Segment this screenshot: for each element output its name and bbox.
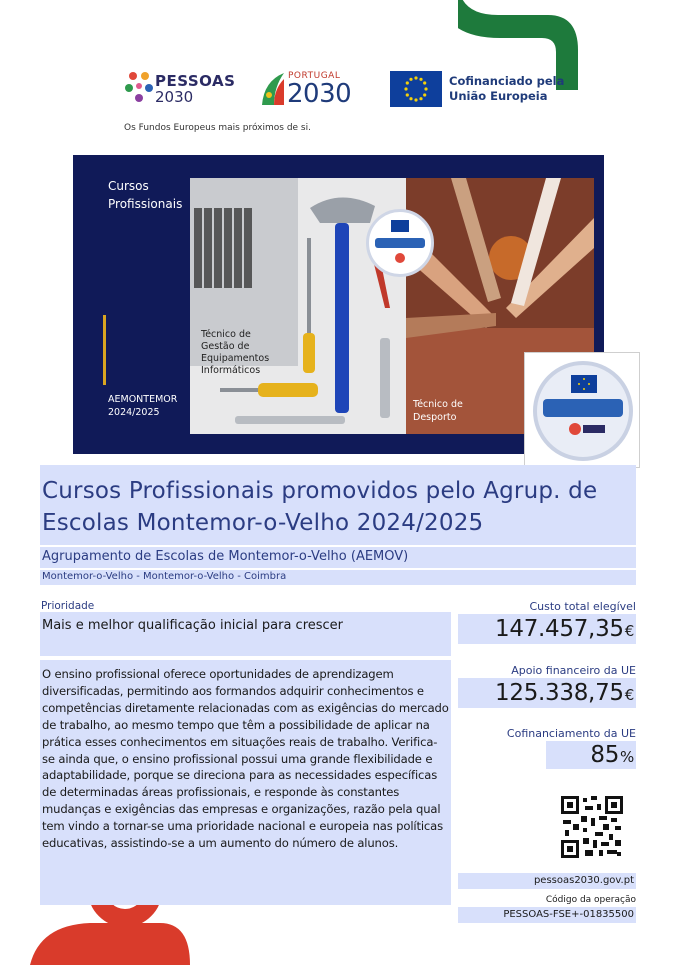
- organization-panel: [40, 547, 636, 568]
- organization-name: Agrupamento de Escolas de Montemor-o-Velho (AEMOV): [42, 549, 409, 564]
- banner-title-line2: Profissionais: [108, 197, 183, 211]
- total-cost-amount: 147.457,35: [495, 616, 624, 642]
- course2-line2: Desporto: [413, 412, 457, 423]
- eu-cofinancing-text: [449, 74, 564, 104]
- construction-badge-small: [366, 209, 434, 277]
- pessoas-logo-year: 2030: [155, 88, 194, 106]
- operation-code: PESSOAS-FSE+-01835500: [503, 909, 634, 920]
- tagline: Os Fundos Europeus mais próximos de si.: [124, 123, 311, 133]
- eu-support-panel: [458, 678, 636, 708]
- eu-support-amount: 125.338,75: [495, 680, 624, 706]
- project-title-line2: Escolas Montemor-o-Velho 2024/2025: [42, 510, 484, 536]
- course1-line3: Equipamentos: [201, 353, 270, 364]
- currency-symbol: €: [624, 622, 634, 640]
- course1-label: [201, 329, 269, 377]
- description-panel: [40, 660, 451, 905]
- course1-line4: Informáticos: [201, 365, 261, 376]
- construction-badge: [524, 352, 640, 468]
- total-cost-label: Custo total elegível: [529, 600, 636, 613]
- eu-line1: Cofinanciado pela: [449, 74, 565, 88]
- banner-title-line1: Cursos: [108, 179, 149, 193]
- cofinancing-panel: [546, 741, 636, 769]
- priority-label: Prioridade: [41, 600, 95, 612]
- qr-code-icon[interactable]: [561, 796, 623, 858]
- project-title-panel: [40, 465, 636, 545]
- portugal-logo-year: 2030: [287, 79, 352, 109]
- cofinancing-value: [590, 742, 634, 768]
- project-title: [42, 475, 597, 539]
- cofinancing-label: Cofinanciamento da UE: [506, 727, 636, 740]
- percent-symbol: %: [620, 748, 634, 766]
- pessoas-symbol-icon: [125, 70, 153, 104]
- course1-line1: Técnico de: [201, 329, 251, 340]
- portugal-symbol-icon: [260, 71, 286, 107]
- banner-school-year: 2024/2025: [108, 407, 160, 418]
- location-panel: [40, 570, 636, 585]
- course2-line1: Técnico de: [413, 399, 463, 410]
- banner-school: [108, 393, 177, 419]
- website-panel: [458, 873, 636, 889]
- eu-line2: União Europeia: [449, 89, 548, 103]
- eu-support-label: Apoio financeiro da UE: [511, 664, 636, 677]
- portugal-logo-label: PORTUGAL: [288, 71, 341, 81]
- priority-panel: [40, 612, 451, 656]
- total-cost-panel: [458, 614, 636, 644]
- cofinancing-amount: 85: [590, 742, 620, 768]
- website-link[interactable]: pessoas2030.gov.pt: [533, 875, 634, 886]
- project-title-line1: Cursos Profissionais promovidos pelo Agrup. de: [42, 478, 598, 504]
- accent-bar: [103, 315, 106, 385]
- pessoas-logo-name: PESSOAS: [155, 72, 236, 90]
- operation-code-label: Código da operação: [545, 895, 636, 905]
- pessoas2030-logo: [125, 70, 235, 110]
- construction-badge-seal: [533, 361, 633, 461]
- operation-code-panel: [458, 907, 636, 923]
- location: Montemor-o-Velho - Montemor-o-Velho - Coimbra: [42, 571, 287, 582]
- total-cost-value: [495, 616, 634, 642]
- eu-cofinancing-logo: [390, 71, 570, 107]
- course1-line2: Gestão de: [201, 341, 250, 352]
- eu-flag-icon: [390, 71, 442, 107]
- course2-label: [413, 398, 463, 424]
- banner-title: [108, 177, 182, 213]
- eu-support-value: [495, 680, 634, 706]
- banner-school-name: AEMONTEMOR: [108, 394, 178, 405]
- currency-symbol: €: [624, 686, 634, 704]
- portugal2030-logo: [260, 71, 360, 111]
- priority-value: Mais e melhor qualificação inicial para crescer: [42, 618, 344, 633]
- project-description: O ensino profissional oferece oportunidades de aprendizagem diversificadas, permitindo aos formandos adquirir conhecimentos e competências diretamente relacionadas com as exigências do mercado de trabalho, ao mesmo tempo que têm a possibilidade de aplicar na prática esses conhecimentos em situações reais de trabalho. Verifica-se ainda que, o ensino profissional possui uma grande flexibilidade e adaptabilidade, porque se direciona para as necessidades específicas de determinadas áreas profissionais, e responde às constantes mudanças e exigências das empresas e organizações, razão pela qual tem vindo a tornar-se uma prioridade nacional e europeia nas políticas educativas, assistindo-se a um aumento do número de alunos.: [42, 667, 449, 851]
